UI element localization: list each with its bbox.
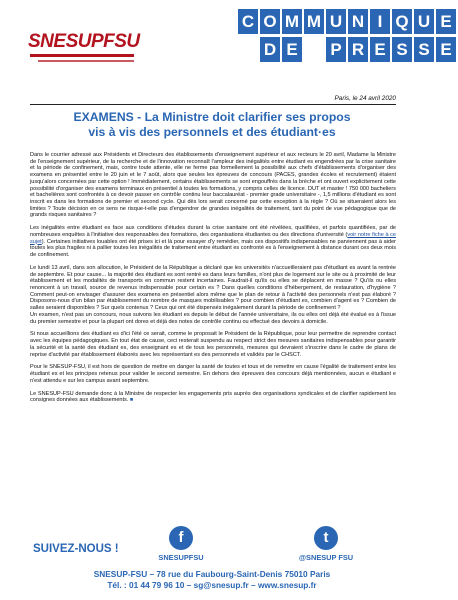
paragraph-text: Le SNESUP-FSU demande donc à la Ministre de respecter les engagements pris auprès des organisations syndicales et de clarifier rapidement les consignes données aux établissements. [30, 390, 396, 404]
paragraph [30, 225, 396, 259]
twitter-link[interactable] [286, 526, 366, 562]
tile-row-de-presse [238, 37, 458, 62]
snesup-fsu-logo [28, 18, 140, 70]
website-link[interactable]: www.snesup.fr [257, 580, 317, 590]
facebook-icon[interactable]: f [169, 526, 193, 550]
header-tile: N [348, 9, 368, 34]
header-tile: C [238, 9, 258, 34]
header-tile: O [260, 9, 280, 34]
follow-us-label: SUIVEZ-NOUS ! [33, 543, 119, 555]
paragraph: Le lundi 13 avril, dans son allocution, le Président de la République a déclaré que les universités n'accueilleraient pas d'étudiant es avant la rentrée de septembre. Et pour cause... la majorité des étudiant es sont rentré es dans leurs familles, n'ont plus de logement sur le site ou à proximité de leur établissement et les modalités de transports en commun restent incertaines. Faudrait-il qu'ils ou elles se déplacent en masse ? Qu'ils ou elles renoncent à un travail, source de revenus indispensable pour certain es ? Dans quelles conditions d'hébergement, de restauration, d'hygiène ? Comment peut-on envisager d'assurer des examens en présentiel alors même que le plan de retour à l'activité des personnels n'est pas élaboré ? Disposons-nous d'un bilan par établissement du nombre de masques mobilisables ? pour combien d'étudiant es, combien d'agent es ? Combien de salles seraient disponibles ? Sur quels contenus ? Ceux qui ont été dispensés inégalement durant la période de confinement ? [30, 264, 396, 312]
logo-underline-2 [38, 60, 134, 62]
header-tile: S [392, 37, 412, 62]
paragraph-text: Les inégalités entre étudiant es face aux conditions d'études durant la crise sanitaire ont été révélées, qualifiées, et parfois quantifiées, par de nombreuses enquêtes à l'initiative des responsables des formations, des organisations étudiantes ou des directions d'université ( [30, 225, 396, 238]
paragraph: Un examen, n'est pas un concours, nous suivons les étudiant es depuis le début de l'année universitaire, ils ou elles ont déjà été évalué es à l'issue du premier semestre et pour la plupart ont dores et déjà des notes de contrôle continu ou effectué des devoirs à domicile. [30, 311, 396, 325]
paragraph: Dans le courrier adressé aux Présidents et Directeurs des établissements d'enseignement supérieur et aux recteurs le 20 avril, Madame la Ministre de l'enseignement supérieur, de la recherche et de l'innovation reconnaît l'ampleur des inégalités entre étudiant es engendrées par la crise sanitaire et la période de confinement, mais, contre toute attente, elle ne ferme pas formellement la possibilité aux chefs d'établissements d'organiser des examens en présentiel entre le 20 juin et le 7 août, alors que seules les épreuves de concours (PACES, grandes écoles et recrutement) étaient jusqu'alors concernées par cette option ! Immédiatement, certains établissements se sont engouffrés dans la brèche et ont ouvert explicitement cette possibilité d'organiser des examens terminaux en présentiel à toutes les formations, y compris celles de licence. DUT et master ! 750 000 bacheliers et bachelières sont confrontés à ce devoir passer en contrôle continu leur baccalauréat - premier grade universitaire -, 1,5 millions d'étudiant es sont inscrit es dans les formations de premier et second cycle. Qui dès lors serait concerné par cette exception à la règle ? Où se situeraient alors les limites ? Toute décision en ce sens ne risque-t-elle pas d'engendrer de grandes inégalités de traitement, tant du point de vue pédagogique que de grands risques sanitaires ? [30, 152, 396, 219]
paragraph-text: ). Certaines initiatives louables ont été prises ici et là pour essayer d'y remédier, mais ces dispositifs indispensables ne parviennent pas à aider toutes les plus fragiles ni à pallier toutes les inégalités de traitement entre étudiant es confronté es à l'enseignement à distance durant ces deux mois de confinement. [30, 238, 396, 259]
communique-de-presse-header [238, 9, 458, 65]
address-line: SNESUP-FSU – 78 rue du Faubourg-Saint-Denis 75010 Paris [93, 569, 331, 579]
header-tile: E [436, 9, 456, 34]
tile-row-communique [238, 9, 458, 34]
facebook-handle[interactable]: SNESUPFSU [158, 553, 204, 562]
press-release-title [40, 110, 384, 140]
title-line-2: vis à vis des personnels et des étudiant·es [88, 125, 336, 139]
header-tile: U [414, 9, 434, 34]
phone-text: Tél. : 01 44 79 96 10 – [107, 580, 194, 590]
dateline: Paris, le 24 avril 2020 [334, 95, 396, 102]
header-tile: D [260, 37, 280, 62]
contact-address [0, 569, 424, 591]
header-tile: M [304, 9, 324, 34]
paragraph: Pour le SNESUP-FSU, il est hors de question de mettre en danger la santé de toutes et tous et de remettre en cause l'égalité de traitement entre les étudiant es et les principes retenus pour valider le second semestre. En dehors des épreuves des concours déjà mentionnées, aucun e étudiant e n'est attendu e sur les campus avant septembre. [30, 364, 396, 384]
end-mark-icon: ■ [129, 397, 134, 404]
logo-wordmark: SNESUPFSU [28, 31, 140, 52]
header-tile-blank [238, 37, 258, 62]
header-tile: Q [392, 9, 412, 34]
title-line-1: EXAMENS - La Ministre doit clarifier ses propos [73, 110, 351, 124]
header-tile-blank [304, 37, 324, 62]
header-tile: E [370, 37, 390, 62]
separator: – [248, 580, 258, 590]
fiche-link[interactable]: voir notre fiche à ce sujet [30, 231, 396, 245]
twitter-handle[interactable]: @SNESUP FSU [298, 553, 354, 562]
header-tile: I [370, 9, 390, 34]
paragraph [30, 391, 396, 404]
press-release-body [30, 152, 396, 410]
logo-underline [30, 54, 134, 57]
email-link[interactable]: sg@snesup.fr [193, 580, 249, 590]
header-tile: M [282, 9, 302, 34]
paragraph: Si nous accueillions des étudiant es d'ici l'été ce serait, comme le proposait le Président de la République, pour leur permettre de reprendre contact avec les équipes pédagogiques. En tout état de cause, ceci resterait suspendu au respect strict des mesures sanitaires indispensables pour garantir la sécurité et la santé des étudiant es, des enseignant es et de tous les personnels, mesures qui devraient s'inscrire dans le cadre de plans de reprise d'activité par établissement élaborés avec les représentant es des personnels et validés par le CHSCT. [30, 331, 396, 358]
twitter-icon[interactable]: t [314, 526, 338, 550]
header-tile: P [326, 37, 346, 62]
header-divider [30, 104, 396, 105]
contact-line [0, 580, 424, 591]
header-tile: U [326, 9, 346, 34]
header-tile: E [282, 37, 302, 62]
header-tile: R [348, 37, 368, 62]
header-tile: E [436, 37, 456, 62]
facebook-link[interactable] [146, 526, 216, 562]
header-tile: S [414, 37, 434, 62]
